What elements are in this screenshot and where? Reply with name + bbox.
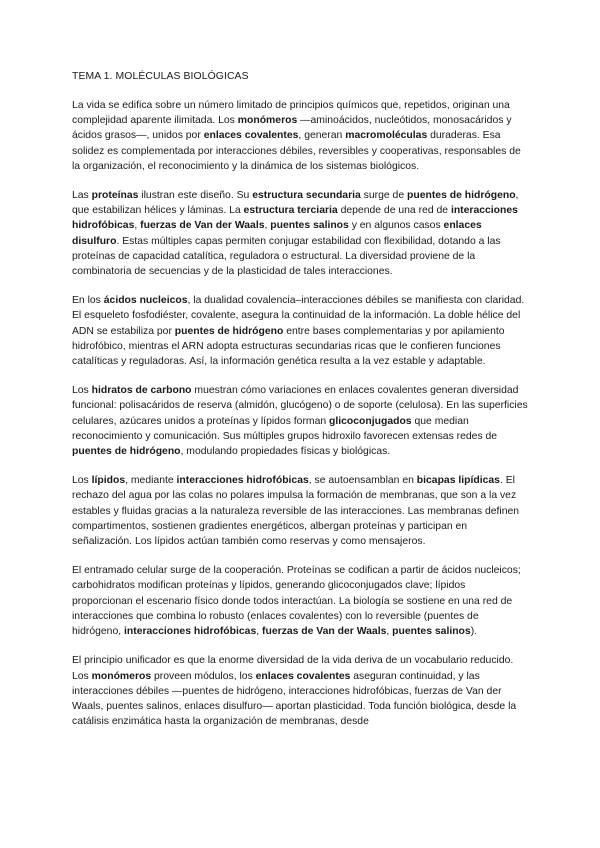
- text-run: —aminoácidos, nucleótidos, monosacáridos y ácidos grasos—, unidos por: [72, 115, 512, 142]
- text-run: que median reconocimiento y comunicación. Sus múltiples grupos hidroxilo favorecen extensas redes de: [72, 415, 498, 442]
- bold-term: estructura terciaria: [243, 205, 338, 217]
- text-run: , se autoensamblan en: [308, 475, 417, 487]
- bold-term: puentes de hidrógeno: [407, 190, 516, 202]
- text-run: Las: [72, 190, 92, 202]
- text-run: Los: [72, 475, 92, 487]
- bold-term: puentes salinos: [270, 220, 349, 232]
- text-run: depende de una red de: [337, 205, 451, 217]
- bold-term: fuerzas de Van der Waals: [140, 220, 265, 232]
- bold-term: enlaces covalentes: [255, 670, 351, 682]
- document-page: [72, 69, 528, 743]
- paragraph-5: [72, 473, 528, 549]
- text-run: aseguran continuidad, y las interacciones débiles —puentes de hidrógeno, interacciones hidrofóbicas, fuerzas de Van der Waals, puentes salinos, enlaces disulfuro— aportan plasticidad. Toda función biológica, desde la catálisis enzimática hasta la organización de membranas, desde: [72, 670, 517, 728]
- text-run: entre bases complementarias y por apilamiento hidrofóbico, mientras el ARN adopta estructuras secundarias ricas que le confieren funciones catalíticas y reguladoras. Así, la información genética resulta a la vez estable y adaptable.: [72, 325, 505, 368]
- text-run: . El rechazo del agua por las colas no polares impulsa la formación de membranas, que son a la vez estables y fluidas gracias a la naturaleza reversible de las interacciones. Las membranas definen compartimentos, sostienen gradientes energéticos, albergan proteínas y participan en señalización. Los lípidos actúan también como reservas y como mensajeros.: [72, 475, 520, 548]
- text-run: , la dualidad covalencia–interacciones débiles se manifiesta con claridad. El esqueleto fosfodiéster, covalente, asegura la continuidad de la información. La doble hélice del ADN se estabiliza por: [72, 295, 525, 337]
- text-run: ilustran este diseño. Su: [138, 190, 253, 202]
- bold-term: monómeros: [237, 115, 298, 127]
- text-run: y en algunos casos: [348, 220, 444, 232]
- text-run: Los: [72, 385, 92, 397]
- paragraph-3: [72, 293, 528, 369]
- bold-term: puentes salinos: [392, 626, 471, 638]
- bold-term: enlaces disulfuro: [72, 220, 482, 247]
- bold-term: fuerzas de Van der Waals: [262, 626, 387, 638]
- bold-term: glicoconjugados: [329, 415, 412, 427]
- bold-term: interacciones hidrofóbicas: [72, 205, 518, 232]
- text-run: surge de: [360, 190, 408, 202]
- paragraph-4: [72, 383, 528, 459]
- text-run: , que estabilizan hélices y láminas. La: [72, 190, 519, 217]
- text-run: , modulando propiedades físicas y biológicas.: [180, 446, 391, 458]
- text-run: ,: [264, 220, 271, 232]
- paragraph-7: [72, 653, 528, 729]
- bold-term: proteínas: [91, 190, 139, 202]
- bold-term: hidratos de carbono: [91, 385, 192, 397]
- text-run: duraderas. Esa solidez es complementada por interacciones débiles, reversibles y cooperativas, responsables de la organización, el reconocimiento y la dinámica de los sistemas biológicos.: [72, 130, 521, 172]
- text-run: En los: [72, 295, 104, 307]
- bold-term: estructura secundaria: [252, 190, 361, 202]
- paragraph-2: [72, 188, 528, 279]
- text-run: . Estas múltiples capas permiten conjugar estabilidad con flexibilidad, dotando a las proteínas de capacidad catalítica, reguladora o estructural. La diversidad proviene de la combinatoria de secuencias y de la plasticidad de tales interacciones.: [72, 235, 501, 278]
- bold-term: puentes de hidrógeno: [72, 446, 181, 458]
- bold-term: bicapas lipídicas: [416, 475, 500, 487]
- bold-term: lípidos: [91, 475, 126, 487]
- text-run: ,: [134, 220, 141, 232]
- bold-term: monómeros: [91, 670, 152, 682]
- bold-term: ácidos nucleicos: [103, 295, 188, 307]
- text-run: La vida se edifica sobre un número limitado de principios químicos que, repetidos, originan una complejidad aparente ilimitada. Los: [72, 100, 510, 127]
- bold-term: enlaces covalentes: [203, 130, 299, 142]
- document-body: [72, 98, 528, 729]
- bold-term: puentes de hidrógeno: [174, 325, 284, 337]
- bold-term: interacciones hidrofóbicas: [176, 475, 309, 487]
- text-run: ).: [470, 626, 478, 638]
- text-run: proveen módulos, los: [151, 670, 256, 682]
- text-run: , mediante: [125, 475, 177, 487]
- paragraph-6: [72, 563, 528, 639]
- text-run: ,: [386, 626, 393, 638]
- text-run: El principio unificador es que la enorme diversidad de la vida deriva de un vocabulario reducido. Los: [72, 655, 514, 682]
- text-run: El entramado celular surge de la cooperación. Proteínas se codifican a partir de ácidos nucleicos; carbohidratos modifican proteínas y lípidos, generando glicoconjugados clave; lípidos proporcionan el escenario físico donde todos interactúan. La biología se sostiene en una red de interacciones que combina lo robusto (enlaces covalentes) con lo reversible (puentes de hidrógeno,: [72, 565, 521, 638]
- document-title: TEMA 1. MOLÉCULAS BIOLÓGICAS: [72, 71, 249, 82]
- bold-term: macromoléculas: [345, 130, 428, 142]
- text-run: ,: [256, 626, 263, 638]
- paragraph-1: [72, 98, 528, 174]
- text-run: , generan: [298, 130, 346, 142]
- bold-term: interacciones hidrofóbicas: [124, 626, 257, 638]
- text-run: muestran cómo variaciones en enlaces covalentes generan diversidad funcional: polisacáridos de reserva (almidón, glucógeno) o de soporte (celulosa). En las superficies celulares, azúcares unidos a proteínas y lípidos forman: [72, 385, 528, 427]
